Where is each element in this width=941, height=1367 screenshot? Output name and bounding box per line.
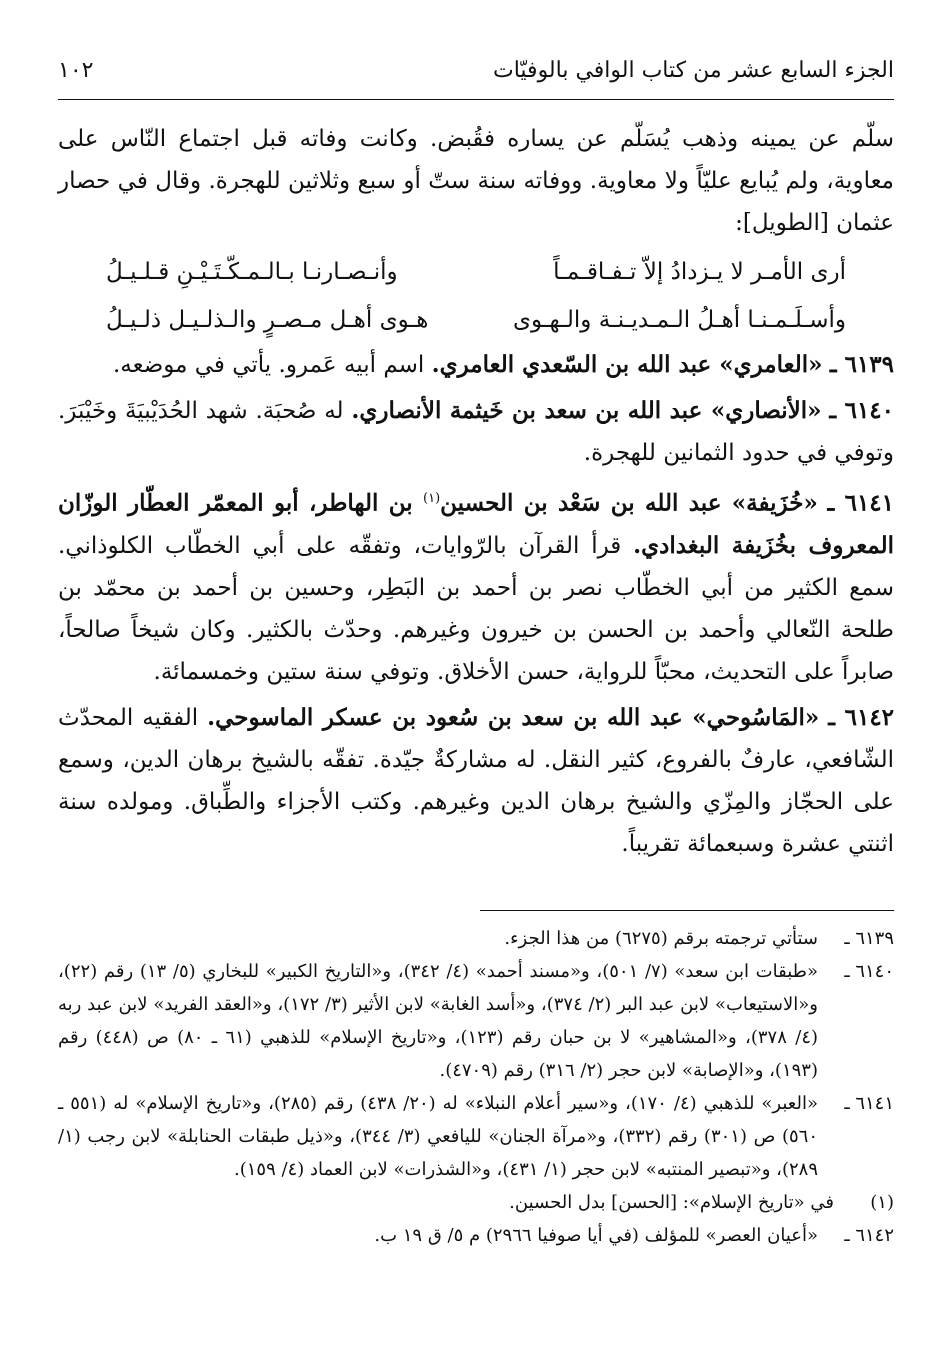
entry-number: ٦١٤١ ـ	[827, 489, 895, 517]
entry-name: «المَاسُوحي» عبد الله بن سعد بن سُعود بن عسكر الماسوحي.	[207, 703, 820, 731]
entry-number: ٦١٤٠ ـ	[829, 397, 895, 424]
entry-text: الفقيه المحدّث الشّافعي، عارفٌ بالفروع، كثير النقل. له مشاركةٌ جيّدة. تفقّه بالشيخ برهان الدين، وسمع على الحجّاز والمِزّي والشيخ برهان الدين وغيرهم. وكتب الأجزاء والطِّباق. ومولده سنة اثنتي عشرة وسبعمائة تقريباً.	[58, 704, 894, 857]
intro-paragraph: سلّم عن يمينه وذهب يُسَلّم عن يساره فقُبض. وكانت وفاته قبل اجتماع النّاس على معاوية، ولم يُبايع عليّاً ولا معاوية. ووفاته سنة ستّ أو سبع وثلاثين للهجرة. وقال في حصار عثمان [الطويل]:	[58, 126, 894, 236]
footnote-marker: (١)	[423, 491, 441, 506]
verse-first-hemistich: أرى الأمـر لا يـزدادُ إلاّ تـفـاقـمـاً	[553, 259, 846, 285]
entry-text: له صُحبَة. شهد الحُدَيْبيَةَ وخَيْبَرَ. وتوفي في حدود الثمانين للهجرة.	[58, 398, 894, 466]
running-title: الجزء السابع عشر من كتاب الوافي بالوفيّات	[493, 58, 894, 83]
entry-6141	[58, 478, 894, 693]
footnote-text: «أعيان العصر» للمؤلف (في أيا صوفيا ٢٩٦٦) م ٥/ ق ١٩ ب.	[374, 1225, 818, 1246]
verse-line	[58, 296, 894, 344]
entry-name-continued: بن الهاطر، أبو المعمّر العطّار الوزّان المعروف بخُزَيفة البغدادي.	[58, 489, 894, 559]
header-rule	[58, 99, 894, 100]
footnotes	[58, 922, 894, 1252]
entry-number: ٦١٣٩ ـ	[829, 351, 894, 378]
footnote	[58, 1186, 894, 1219]
footnote-number: ٦١٤٢ ـ	[844, 1225, 894, 1246]
entry-name: «خُزَيفة» عبد الله بن سَعْد بن الحسين	[440, 489, 818, 517]
verse-second-hemistich: وأنـصـارنـا بـالـمـكّـتَـيْـنِ قـلـيـلُ	[106, 259, 398, 285]
footnote	[58, 1087, 894, 1186]
entry-6139	[58, 344, 894, 386]
footnote-number: (١)	[870, 1192, 894, 1213]
verse-second-hemistich: هـوى أهـل مـصـرٍ والـذلـيـل ذلـيـلُ	[106, 307, 429, 333]
entry-text: قرأ القرآن بالرّوايات، وتفقّه على أبي الخطّاب الكلوذاني. سمع الكثير من أبي الخطّاب نصر بن أحمد بن البَطِر، وحسين بن أحمد بن محمّد بن طلحة النّعالي وأحمد بن الحسن بن خيرون وغيرهم. وحدّث بالكثير. وكان شيخاً صالحاً، صابراً على التحديث، محبّاً للرواية، حسن الأخلاق. وتوفي سنة ستين وخمسمائة.	[58, 532, 894, 685]
footnote-text: في «تاريخ الإسلام»: [الحسن] بدل الحسين.	[509, 1192, 834, 1213]
entry-6142	[58, 697, 894, 865]
footnote-rule	[480, 910, 894, 911]
entry-number: ٦١٤٢ ـ	[828, 703, 895, 731]
entry-name: «الأنصاري» عبد الله بن سعد بن خَيثمة الأنصاري.	[351, 397, 822, 424]
footnote-number: ٦١٤١ ـ	[844, 1093, 894, 1114]
verse-line	[58, 248, 894, 296]
entry-name: «العامري» عبد الله بن السّعدي العامري.	[431, 351, 823, 378]
footnote-text: «العبر» للذهبي (٤/ ١٧٠)، و«سير أعلام النبلاء» له (٢٠/ ٤٣٨) رقم (٢٨٥)، و«تاريخ الإسلام» له (٥٥١ ـ ٥٦٠) ص (٣٠١) رقم (٣٣٢)، و«مرآة الجنان» لليافعي (٣/ ٣٤٤)، و«ذيل طبقات الحنابلة» لابن رجب (١/ ٢٨٩)، و«تبصير المنتبه» لابن حجر (١/ ٤٣١)، و«الشذرات» لابن العماد (٤/ ١٥٩).	[58, 1093, 819, 1180]
entry-text: اسم أبيه عَمرو. يأتي في موضعه.	[112, 352, 432, 378]
footnote	[58, 955, 894, 1087]
entry-6140	[58, 390, 894, 474]
footnote	[58, 1219, 894, 1252]
footnote-number: ٦١٣٩ ـ	[844, 928, 894, 949]
main-text	[58, 118, 894, 869]
verse-first-hemistich: وأسـلَـمـنـا أهـلُ الـمـديـنـة والـهـوى	[512, 307, 846, 333]
page-number: ١٠٢	[58, 58, 94, 83]
footnote-text: ستأتي ترجمته برقم (٦٢٧٥) من هذا الجزء.	[504, 928, 818, 949]
footnote-number: ٦١٤٠ ـ	[844, 961, 894, 982]
page-header	[58, 58, 894, 92]
footnote-text: «طبقات ابن سعد» (٧/ ٥٠١)، و«مسند أحمد» (٤/ ٣٤٢)، و«التاريخ الكبير» للبخاري (٥/ ١٣) رقم (٢٢)، و«الاستيعاب» لابن عبد البر (٢/ ٣٧٤)، و«أسد الغابة» لابن الأثير (٣/ ١٧٢)، و«العقد الفريد» لابن عبد ربه (٤/ ٣٧٨)، و«المشاهير» لا بن حبان رقم (١٢٣)، و«تاريخ الإسلام» للذهبي (٦١ ـ ٨٠) ص (٤٤٨) رقم (١٩٣)، و«الإصابة» لابن حجر (٢/ ٣١٦) رقم (٤٧٠٩).	[58, 961, 819, 1081]
footnote	[58, 922, 894, 955]
